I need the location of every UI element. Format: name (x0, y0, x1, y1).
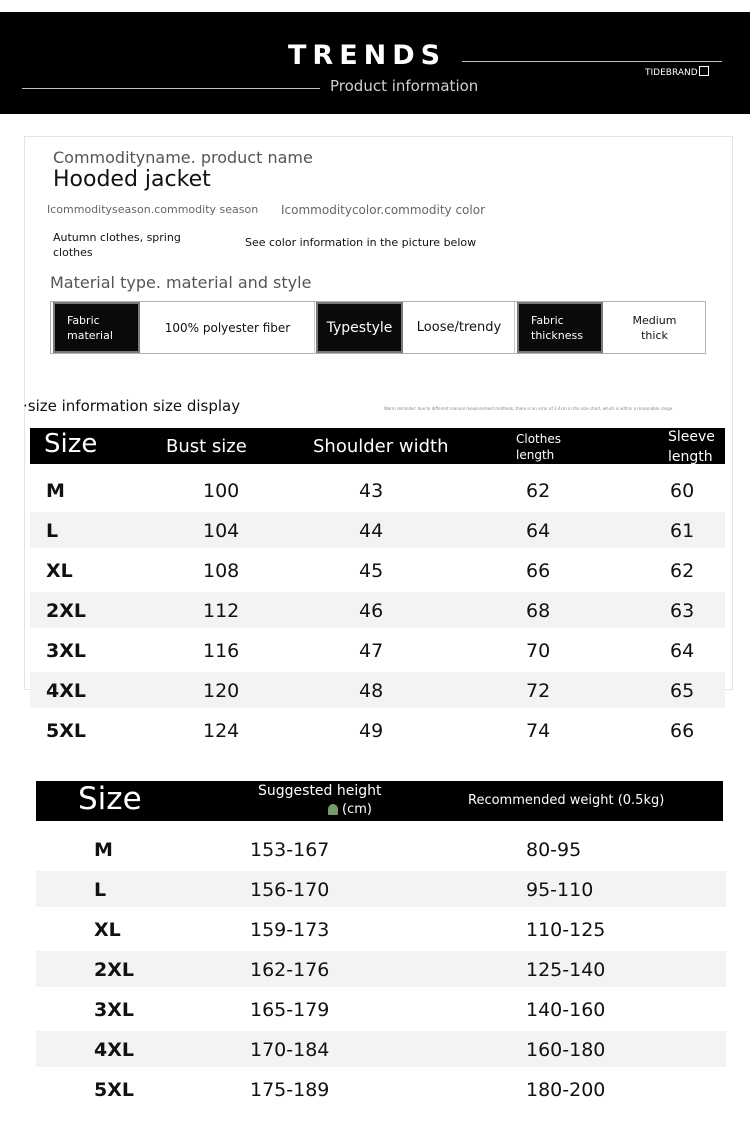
fit-cell-weight: 160-180 (526, 1039, 606, 1061)
fit-cell-height: 159-173 (250, 919, 330, 941)
fit-cell-height: 153-167 (250, 839, 330, 861)
header-clothes-length: Clothes length (516, 432, 561, 462)
fit-table-row (36, 871, 726, 907)
size-cell-shoulder: 45 (359, 560, 384, 582)
commodity-name-value: Hooded jacket (53, 167, 211, 192)
fit-table-row (36, 1031, 726, 1067)
size-table-row (30, 632, 725, 668)
color-value: See color information in the picture below (245, 236, 477, 249)
season-label: Icommodityseason.commodity season (47, 203, 259, 216)
fit-cell-height: 170-184 (250, 1039, 330, 1061)
size-table-row (30, 712, 725, 748)
commodity-name-label: Commodityname. product name (53, 148, 313, 167)
size-cell-shoulder: 43 (359, 480, 384, 502)
size-cell-size: XL (46, 560, 73, 582)
size-cell-clothes-length: 62 (526, 480, 551, 502)
material-cell-type-value: Loose/trendy (404, 302, 515, 353)
fit-header-weight: Recommended weight (0.5kg) (468, 793, 665, 808)
size-cell-shoulder: 49 (359, 720, 384, 742)
fit-cell-weight: 125-140 (526, 959, 606, 981)
fit-table-row (36, 951, 726, 987)
header-sleeve-length: Sleeve length (668, 429, 715, 465)
size-table-row (30, 512, 725, 548)
size-table-header (30, 428, 725, 464)
size-table-row (30, 592, 725, 628)
material-cell-thickness-label: Fabric thickness (517, 302, 603, 353)
header-shoulder: Shoulder width (313, 436, 449, 457)
size-table-row (30, 472, 725, 508)
material-cell-fabric-label: Fabric material (53, 302, 140, 353)
size-cell-shoulder: 48 (359, 680, 384, 702)
color-label: Icommoditycolor.commodity color (281, 203, 485, 217)
size-cell-bust: 116 (203, 640, 240, 662)
material-cell-type-label: Typestyle (316, 302, 403, 353)
size-cell-bust: 120 (203, 680, 240, 702)
header-size: Size (44, 429, 98, 459)
fit-header-unit-text: (cm) (342, 802, 372, 817)
size-cell-shoulder: 46 (359, 600, 384, 622)
size-cell-size: 4XL (46, 680, 86, 702)
fit-cell-size: 4XL (94, 1039, 134, 1061)
size-cell-sleeve-length: 61 (670, 520, 695, 542)
brand-name: TIDEBRAND (645, 68, 698, 78)
fit-cell-height: 175-189 (250, 1079, 330, 1101)
header-divider-right (462, 61, 722, 62)
size-cell-sleeve-length: 62 (670, 560, 695, 582)
brand-logo (645, 65, 709, 78)
header-bust: Bust size (166, 436, 247, 457)
fit-table-row (36, 991, 726, 1027)
fit-cell-size: 5XL (94, 1079, 134, 1101)
material-heading: Material type. material and style (50, 273, 312, 292)
size-cell-bust: 124 (203, 720, 240, 742)
fit-cell-size: L (94, 879, 107, 901)
tree-icon (328, 804, 338, 815)
material-cell-thickness-value: Medium thick (604, 302, 705, 353)
header-subtitle: Product information (330, 77, 479, 95)
size-cell-sleeve-length: 66 (670, 720, 695, 742)
fit-cell-weight: 110-125 (526, 919, 606, 941)
fit-cell-height: 156-170 (250, 879, 330, 901)
fit-table-row (36, 1071, 726, 1107)
size-cell-shoulder: 47 (359, 640, 384, 662)
size-cell-clothes-length: 66 (526, 560, 551, 582)
size-cell-bust: 104 (203, 520, 240, 542)
size-cell-bust: 100 (203, 480, 240, 502)
size-cell-bust: 108 (203, 560, 240, 582)
fit-header-height: Suggested height (258, 783, 382, 799)
size-cell-sleeve-length: 60 (670, 480, 695, 502)
size-cell-sleeve-length: 63 (670, 600, 695, 622)
size-cell-sleeve-length: 64 (670, 640, 695, 662)
fit-cell-weight: 95-110 (526, 879, 594, 901)
brand-box-icon (699, 66, 709, 76)
warm-reminder-note: Warm reminder: due to different manual measurement methods, there is an error of 2-4cm in the size chart, which is within a reasonable range (384, 406, 673, 411)
size-info-heading: ·size information size display (23, 397, 241, 415)
size-cell-size: 2XL (46, 600, 86, 622)
size-cell-size: M (46, 480, 65, 502)
fit-table-row (36, 831, 726, 867)
size-cell-clothes-length: 68 (526, 600, 551, 622)
fit-cell-weight: 140-160 (526, 999, 606, 1021)
fit-cell-weight: 80-95 (526, 839, 582, 861)
material-cell-fabric-value: 100% polyester fiber (141, 302, 315, 353)
size-cell-clothes-length: 64 (526, 520, 551, 542)
size-cell-size: L (46, 520, 59, 542)
fit-table-header (36, 781, 723, 821)
size-cell-clothes-length: 70 (526, 640, 551, 662)
header-divider-left (22, 88, 320, 89)
size-table-row (30, 672, 725, 708)
size-cell-size: 5XL (46, 720, 86, 742)
size-cell-sleeve-length: 65 (670, 680, 695, 702)
fit-cell-size: XL (94, 919, 121, 941)
size-cell-clothes-length: 72 (526, 680, 551, 702)
size-cell-bust: 112 (203, 600, 240, 622)
size-cell-shoulder: 44 (359, 520, 384, 542)
fit-cell-height: 162-176 (250, 959, 330, 981)
fit-header-size: Size (78, 781, 142, 817)
size-cell-clothes-length: 74 (526, 720, 551, 742)
fit-table-row (36, 911, 726, 947)
fit-cell-size: 3XL (94, 999, 134, 1021)
fit-cell-size: 2XL (94, 959, 134, 981)
fit-header-height-unit (328, 802, 372, 817)
fit-cell-size: M (94, 839, 113, 861)
fit-cell-height: 165-179 (250, 999, 330, 1021)
season-value: Autumn clothes, spring clothes (53, 231, 181, 259)
fit-cell-weight: 180-200 (526, 1079, 606, 1101)
size-cell-size: 3XL (46, 640, 86, 662)
material-table (50, 301, 706, 354)
brand-title: TRENDS (288, 40, 447, 71)
size-table-row (30, 552, 725, 588)
